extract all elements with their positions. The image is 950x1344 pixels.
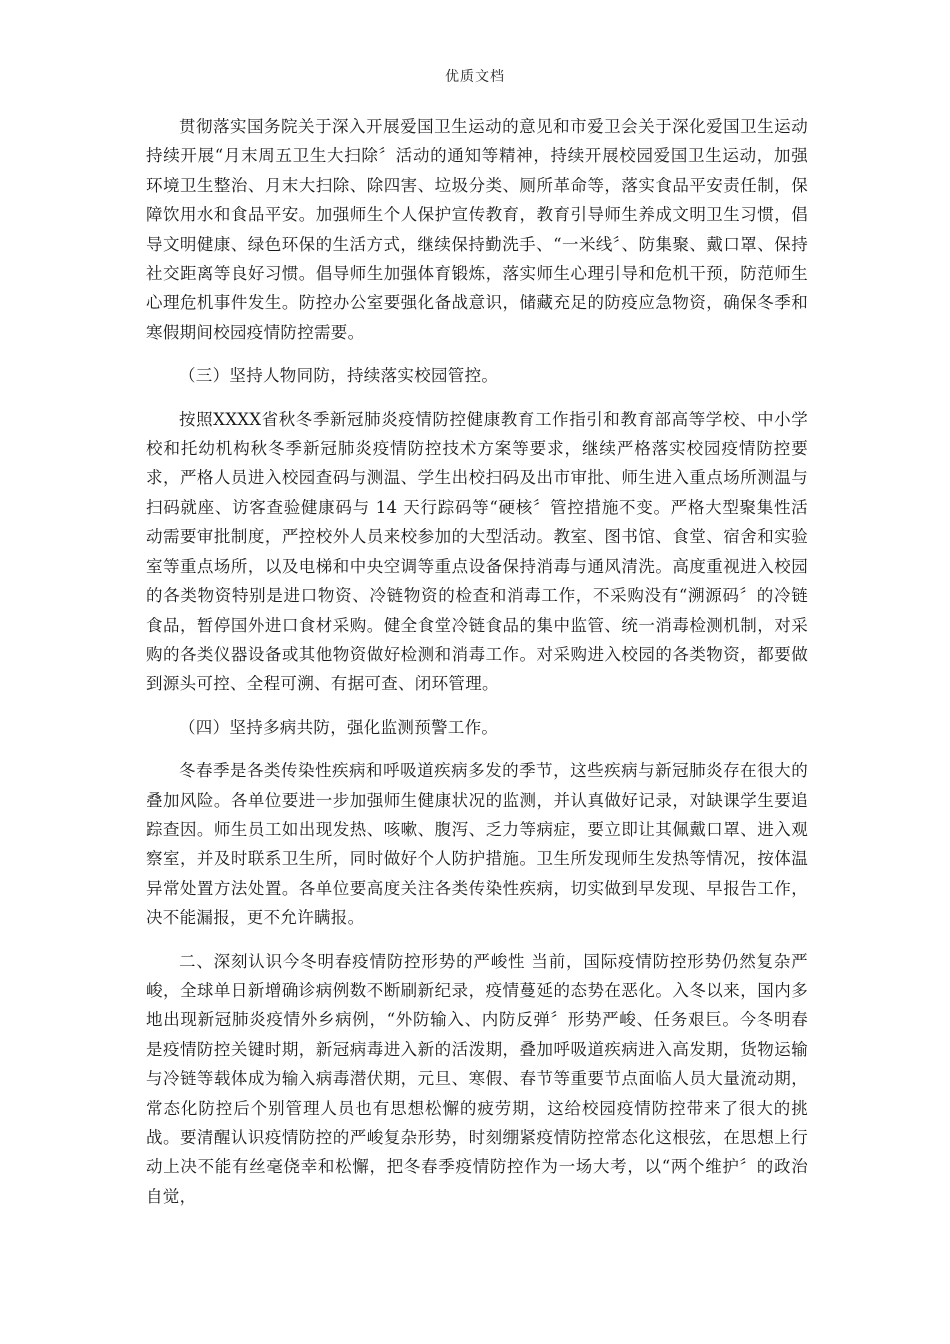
document-body: [146, 112, 808, 1211]
paragraph-monitoring: 冬春季是各类传染性疾病和呼吸道疾病多发的季节，这些疾病与新冠肺炎存在很大的叠加风险。各单位要进一步加强师生健康状况的监测，并认真做好记录，对缺课学生要追踪查因。师生员工如出现发热、咳嗽、腹泻、乏力等病症，要立即让其佩戴口罩、进入观察室，并及时联系卫生所，同时做好个人防护措施。卫生所发现师生发热等情况，按体温异常处置方法处置。各单位要高度关注各类传染性疾病，切实做到早发现、早报告工作，决不能漏报，更不允许瞒报。: [146, 761, 808, 928]
section-heading-3: （三）坚持人物同防，持续落实校园管控。: [179, 366, 499, 386]
paragraph-hygiene-campaign: 贯彻落实国务院关于深入开展爱国卫生运动的意见和市爱卫会关于深化爱国卫生运动持续开展“月末周五卫生大扫除〞活动的通知等精神，持续开展校园爱国卫生运动，加强环境卫生整治、月末大扫除、除四害、垃圾分类、厕所革命等，落实食品平安责任制，保障饮用水和食品平安。加强师生个人保护宣传教育，教育引导师生养成文明卫生习惯，倡导文明健康、绿色环保的生活方式，继续保持勤洗手、“一米线〞、防集聚、戴口罩、保持社交距离等良好习惯。倡导师生加强体育锻炼，落实师生心理引导和危机干预，防范师生心理危机事件发生。防控办公室要强化备战意识，储藏充足的防疫应急物资，确保冬季和寒假期间校园疫情防控需要。: [146, 117, 808, 342]
paragraph-situation: 二、深刻认识今冬明春疫情防控形势的严峻性 当前，国际疫情防控形势仍然复杂严峻，全球单日新增确诊病例数不断刷新纪录，疫情蔓延的态势在恶化。入冬以来，国内多地出现新冠肺炎疫情外乡病例，“外防输入、内防反弹〞形势严峻、任务艰巨。今冬明春是疫情防控关键时期，新冠病毒进入新的活泼期，叠加呼吸道疾病进入高发期，货物运输与冷链等载体成为输入病毒潜伏期，元旦、寒假、春节等重要节点面临人员大量流动期，常态化防控后个别管理人员也有思想松懈的疲劳期，这给校园疫情防控带来了很大的挑战。要清醒认识疫情防控的严峻复杂形势，时刻绷紧疫情防控常态化这根弦，在思想上行动上决不能有丝毫侥幸和松懈，把冬春季疫情防控作为一场大考，以“两个维护〞的政治自觉，: [146, 951, 808, 1206]
page-header: 优质文档: [445, 69, 505, 85]
paragraph-campus-control: 按照XXXX省秋冬季新冠肺炎疫情防控健康教育工作指引和教育部高等学校、中小学校和托幼机构秋冬季新冠肺炎疫情防控技术方案等要求，继续严格落实校园疫情防控要求，严格人员进入校园查码与测温、学生出校扫码及出市审批、师生进入重点场所测温与扫码就座、访客查验健康码与 14 天行踪码等“硬核〞管控措施不变。严格大型聚集性活动需要审批制度，严控校外人员来校参加的大型活动。教室、图书馆、食堂、宿舍和实验室等重点场所，以及电梯和中央空调等重点设备保持消毒与通风清洗。高度重视进入校园的各类物资特别是进口物资、冷链物资的检查和消毒工作，不采购没有“溯源码〞的冷链食品，暂停国外进口食材采购。健全食堂冷链食品的集中监管、统一消毒检测机制，对采购的各类仪器设备或其他物资做好检测和消毒工作。对采购进入校园的各类物资，都要做到源头可控、全程可溯、有据可查、闭环管理。: [146, 409, 808, 694]
section-heading-4: （四）坚持多病共防，强化监测预警工作。: [179, 717, 499, 737]
